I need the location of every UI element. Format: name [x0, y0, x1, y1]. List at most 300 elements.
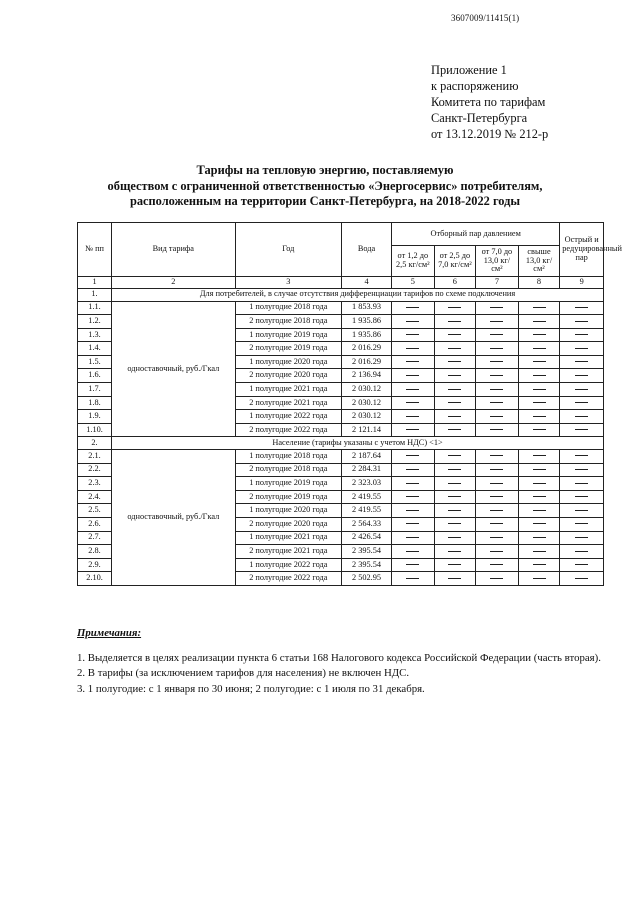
dash-mark [406, 551, 419, 552]
row-number: 1.2. [78, 315, 112, 329]
dash-mark [533, 429, 546, 430]
header-steam-4: свыше 13,0 кг/см² [518, 246, 560, 277]
empty-value-cell [560, 572, 604, 586]
dash-mark [575, 375, 588, 376]
appendix-line: Приложение 1 [431, 63, 507, 77]
dash-mark [448, 307, 461, 308]
empty-value-cell [518, 558, 560, 572]
dash-mark [490, 510, 503, 511]
dash-mark [448, 402, 461, 403]
dash-mark [533, 564, 546, 565]
empty-value-cell [392, 383, 435, 397]
dash-mark [490, 361, 503, 362]
period-cell: 2 полугодие 2019 года [235, 342, 341, 356]
title-line: Тарифы на тепловую энергию, поставляемую [196, 163, 454, 177]
row-number: 2.9. [78, 558, 112, 572]
dash-mark [406, 578, 419, 579]
empty-value-cell [392, 369, 435, 383]
empty-value-cell [434, 369, 476, 383]
column-index: 5 [392, 277, 435, 289]
water-value: 2 419.55 [342, 504, 392, 518]
dash-mark [406, 307, 419, 308]
empty-value-cell [434, 410, 476, 424]
empty-value-cell [560, 517, 604, 531]
period-cell: 1 полугодие 2020 года [235, 355, 341, 369]
empty-value-cell [560, 463, 604, 477]
dash-mark [448, 523, 461, 524]
period-cell: 2 полугодие 2018 года [235, 315, 341, 329]
document-number: 3607009/11415(1) [451, 13, 520, 23]
empty-value-cell [518, 396, 560, 410]
dash-mark [448, 578, 461, 579]
row-number: 1.9. [78, 410, 112, 424]
dash-mark [533, 469, 546, 470]
period-cell: 1 полугодие 2018 года [235, 449, 341, 463]
table-row [78, 449, 604, 463]
empty-value-cell [434, 490, 476, 504]
period-cell: 1 полугодие 2020 года [235, 504, 341, 518]
dash-mark [490, 578, 503, 579]
water-value: 2 323.03 [342, 477, 392, 491]
empty-value-cell [392, 558, 435, 572]
empty-value-cell [518, 369, 560, 383]
empty-value-cell [434, 423, 476, 437]
empty-value-cell [476, 396, 519, 410]
dash-mark [448, 429, 461, 430]
section-title: Население (тарифы указаны с учетом НДС) <1> [112, 437, 604, 450]
dash-mark [406, 402, 419, 403]
empty-value-cell [476, 369, 519, 383]
empty-value-cell [518, 328, 560, 342]
column-index: 9 [560, 277, 604, 289]
dash-mark [406, 564, 419, 565]
dash-mark [490, 389, 503, 390]
note-item: 1. Выделяется в целях реализации пункта 6 статьи 168 Налогового кодекса Российской Федерации (часть вторая). [77, 651, 601, 664]
dash-mark [406, 334, 419, 335]
dash-mark [490, 307, 503, 308]
empty-value-cell [392, 449, 435, 463]
empty-value-cell [392, 396, 435, 410]
section-title: Для потребителей, в случае отсутствия дифференциации тарифов по схеме подключения [112, 289, 604, 302]
empty-value-cell [560, 504, 604, 518]
tariff-kind: одноставочный, руб./Гкал [112, 301, 236, 437]
dash-mark [575, 578, 588, 579]
empty-value-cell [560, 477, 604, 491]
water-value: 2 502.95 [342, 572, 392, 586]
column-index-row [78, 277, 604, 289]
row-number: 1.8. [78, 396, 112, 410]
tariff-table [77, 222, 622, 586]
empty-value-cell [476, 410, 519, 424]
document-title [60, 163, 590, 210]
dash-mark [533, 523, 546, 524]
dash-mark [406, 416, 419, 417]
dash-mark [533, 375, 546, 376]
dash-mark [575, 496, 588, 497]
dash-mark [533, 361, 546, 362]
dash-mark [575, 334, 588, 335]
dash-mark [406, 483, 419, 484]
row-number: 2.7. [78, 531, 112, 545]
empty-value-cell [518, 383, 560, 397]
period-cell: 1 полугодие 2021 года [235, 531, 341, 545]
dash-mark [448, 334, 461, 335]
dash-mark [575, 510, 588, 511]
empty-value-cell [434, 558, 476, 572]
dash-mark [490, 483, 503, 484]
dash-mark [448, 551, 461, 552]
header-year: Год [235, 223, 341, 277]
dash-mark [575, 483, 588, 484]
period-cell: 1 полугодие 2021 года [235, 383, 341, 397]
dash-mark [490, 348, 503, 349]
empty-value-cell [434, 355, 476, 369]
water-value: 2 121.14 [342, 423, 392, 437]
appendix-line: к распоряжению [431, 79, 519, 93]
empty-value-cell [560, 301, 604, 315]
water-value: 1 935.86 [342, 315, 392, 329]
water-value: 2 284.31 [342, 463, 392, 477]
empty-value-cell [518, 355, 560, 369]
period-cell: 2 полугодие 2021 года [235, 545, 341, 559]
empty-value-cell [476, 301, 519, 315]
water-value: 1 935.86 [342, 328, 392, 342]
empty-value-cell [434, 396, 476, 410]
dash-mark [448, 416, 461, 417]
dash-mark [448, 483, 461, 484]
row-number: 1.5. [78, 355, 112, 369]
period-cell: 1 полугодие 2019 года [235, 328, 341, 342]
dash-mark [533, 348, 546, 349]
column-index: 1 [78, 277, 112, 289]
dash-mark [575, 348, 588, 349]
appendix-line: Санкт-Петербурга [431, 111, 528, 125]
dash-mark [533, 321, 546, 322]
empty-value-cell [476, 545, 519, 559]
tariff-kind: одноставочный, руб./Гкал [112, 449, 236, 585]
dash-mark [490, 564, 503, 565]
row-number: 1.6. [78, 369, 112, 383]
dash-mark [406, 523, 419, 524]
empty-value-cell [560, 558, 604, 572]
period-cell: 1 полугодие 2019 года [235, 477, 341, 491]
dash-mark [490, 455, 503, 456]
empty-value-cell [434, 517, 476, 531]
header-num: № пп [78, 223, 112, 277]
dash-mark [490, 321, 503, 322]
water-value: 2 016.29 [342, 355, 392, 369]
dash-mark [406, 429, 419, 430]
empty-value-cell [434, 463, 476, 477]
empty-value-cell [560, 545, 604, 559]
empty-value-cell [434, 301, 476, 315]
empty-value-cell [476, 531, 519, 545]
row-number: 2.5. [78, 504, 112, 518]
empty-value-cell [518, 410, 560, 424]
column-index: 7 [476, 277, 519, 289]
water-value: 2 395.54 [342, 558, 392, 572]
empty-value-cell [560, 315, 604, 329]
dash-mark [490, 537, 503, 538]
dash-mark [533, 307, 546, 308]
dash-mark [575, 455, 588, 456]
period-cell: 1 полугодие 2018 года [235, 301, 341, 315]
row-number: 1.4. [78, 342, 112, 356]
empty-value-cell [392, 315, 435, 329]
dash-mark [490, 402, 503, 403]
empty-value-cell [392, 355, 435, 369]
dash-mark [575, 551, 588, 552]
dash-mark [406, 375, 419, 376]
water-value: 2 564.33 [342, 517, 392, 531]
water-value: 2 030.12 [342, 383, 392, 397]
dash-mark [490, 551, 503, 552]
empty-value-cell [434, 477, 476, 491]
row-number: 1.10. [78, 423, 112, 437]
empty-value-cell [560, 449, 604, 463]
dash-mark [533, 551, 546, 552]
empty-value-cell [476, 572, 519, 586]
dash-mark [575, 564, 588, 565]
section-row [78, 289, 604, 302]
dash-mark [448, 455, 461, 456]
empty-value-cell [434, 383, 476, 397]
empty-value-cell [476, 355, 519, 369]
header-steam-3: от 7,0 до 13,0 кг/см² [476, 246, 519, 277]
dash-mark [490, 375, 503, 376]
empty-value-cell [476, 423, 519, 437]
appendix-block [431, 62, 548, 142]
row-number: 2.10. [78, 572, 112, 586]
empty-value-cell [434, 504, 476, 518]
dash-mark [575, 416, 588, 417]
dash-mark [575, 469, 588, 470]
dash-mark [533, 496, 546, 497]
period-cell: 2 полугодие 2020 года [235, 369, 341, 383]
empty-value-cell [476, 463, 519, 477]
empty-value-cell [476, 517, 519, 531]
empty-value-cell [392, 572, 435, 586]
dash-mark [575, 361, 588, 362]
empty-value-cell [476, 328, 519, 342]
header-steam-1: от 1,2 до 2,5 кг/см² [392, 246, 435, 277]
dash-mark [575, 402, 588, 403]
dash-mark [406, 321, 419, 322]
empty-value-cell [392, 410, 435, 424]
empty-value-cell [392, 545, 435, 559]
dash-mark [406, 455, 419, 456]
dash-mark [533, 578, 546, 579]
empty-value-cell [518, 572, 560, 586]
column-index: 8 [518, 277, 560, 289]
empty-value-cell [392, 328, 435, 342]
empty-value-cell [560, 342, 604, 356]
row-number: 2.6. [78, 517, 112, 531]
empty-value-cell [476, 342, 519, 356]
header-sharp-steam: Острый и редуцированный пар [560, 223, 604, 277]
empty-value-cell [476, 383, 519, 397]
dash-mark [575, 307, 588, 308]
period-cell: 2 полугодие 2018 года [235, 463, 341, 477]
empty-value-cell [392, 504, 435, 518]
water-value: 2 187.64 [342, 449, 392, 463]
empty-value-cell [560, 328, 604, 342]
empty-value-cell [392, 477, 435, 491]
empty-value-cell [560, 410, 604, 424]
period-cell: 1 полугодие 2022 года [235, 410, 341, 424]
header-kind: Вид тарифа [112, 223, 236, 277]
dash-mark [448, 510, 461, 511]
empty-value-cell [518, 423, 560, 437]
dash-mark [533, 334, 546, 335]
empty-value-cell [434, 545, 476, 559]
dash-mark [490, 469, 503, 470]
dash-mark [533, 389, 546, 390]
empty-value-cell [392, 342, 435, 356]
row-number: 2.4. [78, 490, 112, 504]
dash-mark [448, 389, 461, 390]
water-value: 2 030.12 [342, 410, 392, 424]
period-cell: 2 полугодие 2022 года [235, 572, 341, 586]
empty-value-cell [476, 315, 519, 329]
empty-value-cell [518, 545, 560, 559]
dash-mark [533, 416, 546, 417]
dash-mark [533, 510, 546, 511]
header-steam-group: Отборный пар давлением [392, 223, 560, 246]
row-number: 2.8. [78, 545, 112, 559]
period-cell: 2 полугодие 2021 года [235, 396, 341, 410]
dash-mark [490, 334, 503, 335]
dash-mark [406, 537, 419, 538]
dash-mark [490, 429, 503, 430]
section-row [78, 437, 604, 450]
water-value: 2 016.29 [342, 342, 392, 356]
dash-mark [575, 321, 588, 322]
dash-mark [448, 348, 461, 349]
empty-value-cell [392, 301, 435, 315]
water-value: 2 030.12 [342, 396, 392, 410]
dash-mark [533, 402, 546, 403]
dash-mark [406, 496, 419, 497]
empty-value-cell [560, 383, 604, 397]
empty-value-cell [518, 342, 560, 356]
water-value: 1 853.93 [342, 301, 392, 315]
dash-mark [533, 483, 546, 484]
dash-mark [448, 564, 461, 565]
dash-mark [406, 389, 419, 390]
dash-mark [448, 469, 461, 470]
dash-mark [406, 469, 419, 470]
empty-value-cell [518, 449, 560, 463]
note-item: 3. 1 полугодие: с 1 января по 30 июня; 2 полугодие: с 1 июля по 31 декабря. [77, 682, 425, 695]
dash-mark [575, 537, 588, 538]
empty-value-cell [434, 449, 476, 463]
row-number: 1.1. [78, 301, 112, 315]
dash-mark [490, 523, 503, 524]
empty-value-cell [518, 504, 560, 518]
empty-value-cell [560, 396, 604, 410]
notes-heading: Примечания: [77, 627, 142, 639]
dash-mark [406, 348, 419, 349]
empty-value-cell [560, 531, 604, 545]
period-cell: 2 полугодие 2020 года [235, 517, 341, 531]
dash-mark [575, 429, 588, 430]
empty-value-cell [518, 490, 560, 504]
empty-value-cell [518, 531, 560, 545]
empty-value-cell [476, 449, 519, 463]
dash-mark [533, 455, 546, 456]
appendix-line: от 13.12.2019 № 212-р [431, 127, 549, 141]
notes-block [77, 626, 601, 697]
empty-value-cell [518, 301, 560, 315]
dash-mark [448, 537, 461, 538]
dash-mark [533, 537, 546, 538]
water-value: 2 426.54 [342, 531, 392, 545]
empty-value-cell [518, 477, 560, 491]
table-row [78, 301, 604, 315]
empty-value-cell [476, 504, 519, 518]
empty-value-cell [392, 531, 435, 545]
empty-value-cell [392, 517, 435, 531]
empty-value-cell [476, 477, 519, 491]
dash-mark [448, 375, 461, 376]
section-number: 1. [78, 289, 112, 302]
header-steam-2: от 2,5 до 7,0 кг/см² [434, 246, 476, 277]
empty-value-cell [518, 517, 560, 531]
row-number: 1.3. [78, 328, 112, 342]
empty-value-cell [392, 423, 435, 437]
empty-value-cell [560, 423, 604, 437]
column-index: 2 [112, 277, 236, 289]
note-item: 2. В тарифы (за исключением тарифов для населения) не включен НДС. [77, 667, 410, 679]
period-cell: 2 полугодие 2022 года [235, 423, 341, 437]
period-cell: 1 полугодие 2022 года [235, 558, 341, 572]
column-index: 4 [342, 277, 392, 289]
period-cell: 2 полугодие 2019 года [235, 490, 341, 504]
dash-mark [448, 361, 461, 362]
empty-value-cell [518, 463, 560, 477]
dash-mark [448, 496, 461, 497]
appendix-line: Комитета по тарифам [431, 95, 546, 109]
dash-mark [575, 389, 588, 390]
empty-value-cell [392, 490, 435, 504]
row-number: 2.2. [78, 463, 112, 477]
empty-value-cell [560, 369, 604, 383]
empty-value-cell [434, 315, 476, 329]
water-value: 2 419.55 [342, 490, 392, 504]
empty-value-cell [434, 572, 476, 586]
water-value: 2 136.94 [342, 369, 392, 383]
title-line: обществом с ограниченной ответственностью «Энергосервис» потребителям, [107, 178, 543, 193]
empty-value-cell [434, 531, 476, 545]
column-index: 3 [235, 277, 341, 289]
dash-mark [490, 496, 503, 497]
dash-mark [406, 510, 419, 511]
empty-value-cell [434, 342, 476, 356]
water-value: 2 395.54 [342, 545, 392, 559]
empty-value-cell [434, 328, 476, 342]
empty-value-cell [392, 463, 435, 477]
empty-value-cell [476, 490, 519, 504]
dash-mark [448, 321, 461, 322]
empty-value-cell [560, 355, 604, 369]
column-index: 6 [434, 277, 476, 289]
empty-value-cell [518, 315, 560, 329]
title-line: расположенным на территории Санкт-Петербурга, на 2018-2022 годы [129, 194, 521, 208]
dash-mark [575, 523, 588, 524]
row-number: 2.1. [78, 449, 112, 463]
row-number: 2.3. [78, 477, 112, 491]
